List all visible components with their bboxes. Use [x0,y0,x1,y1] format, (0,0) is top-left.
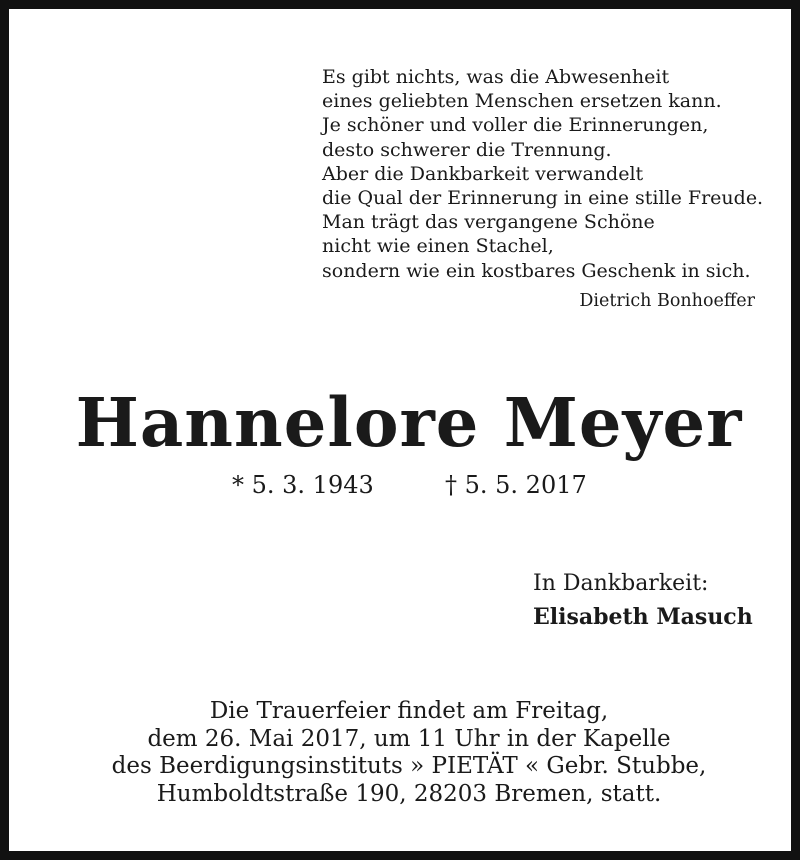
birth-date: * 5. 3. 1943 [232,471,374,499]
death-date: † 5. 5. 2017 [445,471,587,499]
service-line: des Beerdigungsinstituts » PIETÄT « Gebr. Stubbe, [111,753,707,779]
poem-line: sondern wie ein kostbares Geschenk in sich. [322,259,751,282]
thanks-label: In Dankbarkeit: [533,571,709,596]
poem-line: eines geliebten Menschen ersetzen kann. [322,90,722,113]
poem-author: Dietrich Bonhoeffer [579,291,755,311]
poem-line: Man trägt das vergangene Schöne [322,211,655,234]
service-line: Humboldtstraße 190, 28203 Bremen, statt. [156,780,662,807]
poem-line: Je schöner und voller die Erinnerungen, [322,114,709,137]
poem-line: die Qual der Erinnerung in eine stille Freude. [322,187,764,210]
poem-line: desto schwerer die Trennung. [322,138,612,161]
mourner-name: Elisabeth Masuch [533,604,753,630]
poem-quote [322,65,782,283]
service-line: dem 26. Mai 2017, um 11 Uhr in der Kapelle [147,725,671,752]
funeral-service-notice [9,698,800,808]
service-line: Die Trauerfeier findet am Freitag, [209,698,609,724]
poem-line: nicht wie einen Stachel, [322,235,554,258]
deceased-name: Hannelore Meyer [75,383,743,462]
poem-line: Es gibt nichts, was die Abwesenheit [322,66,670,88]
poem-line: Aber die Dankbarkeit verwandelt [322,162,644,185]
